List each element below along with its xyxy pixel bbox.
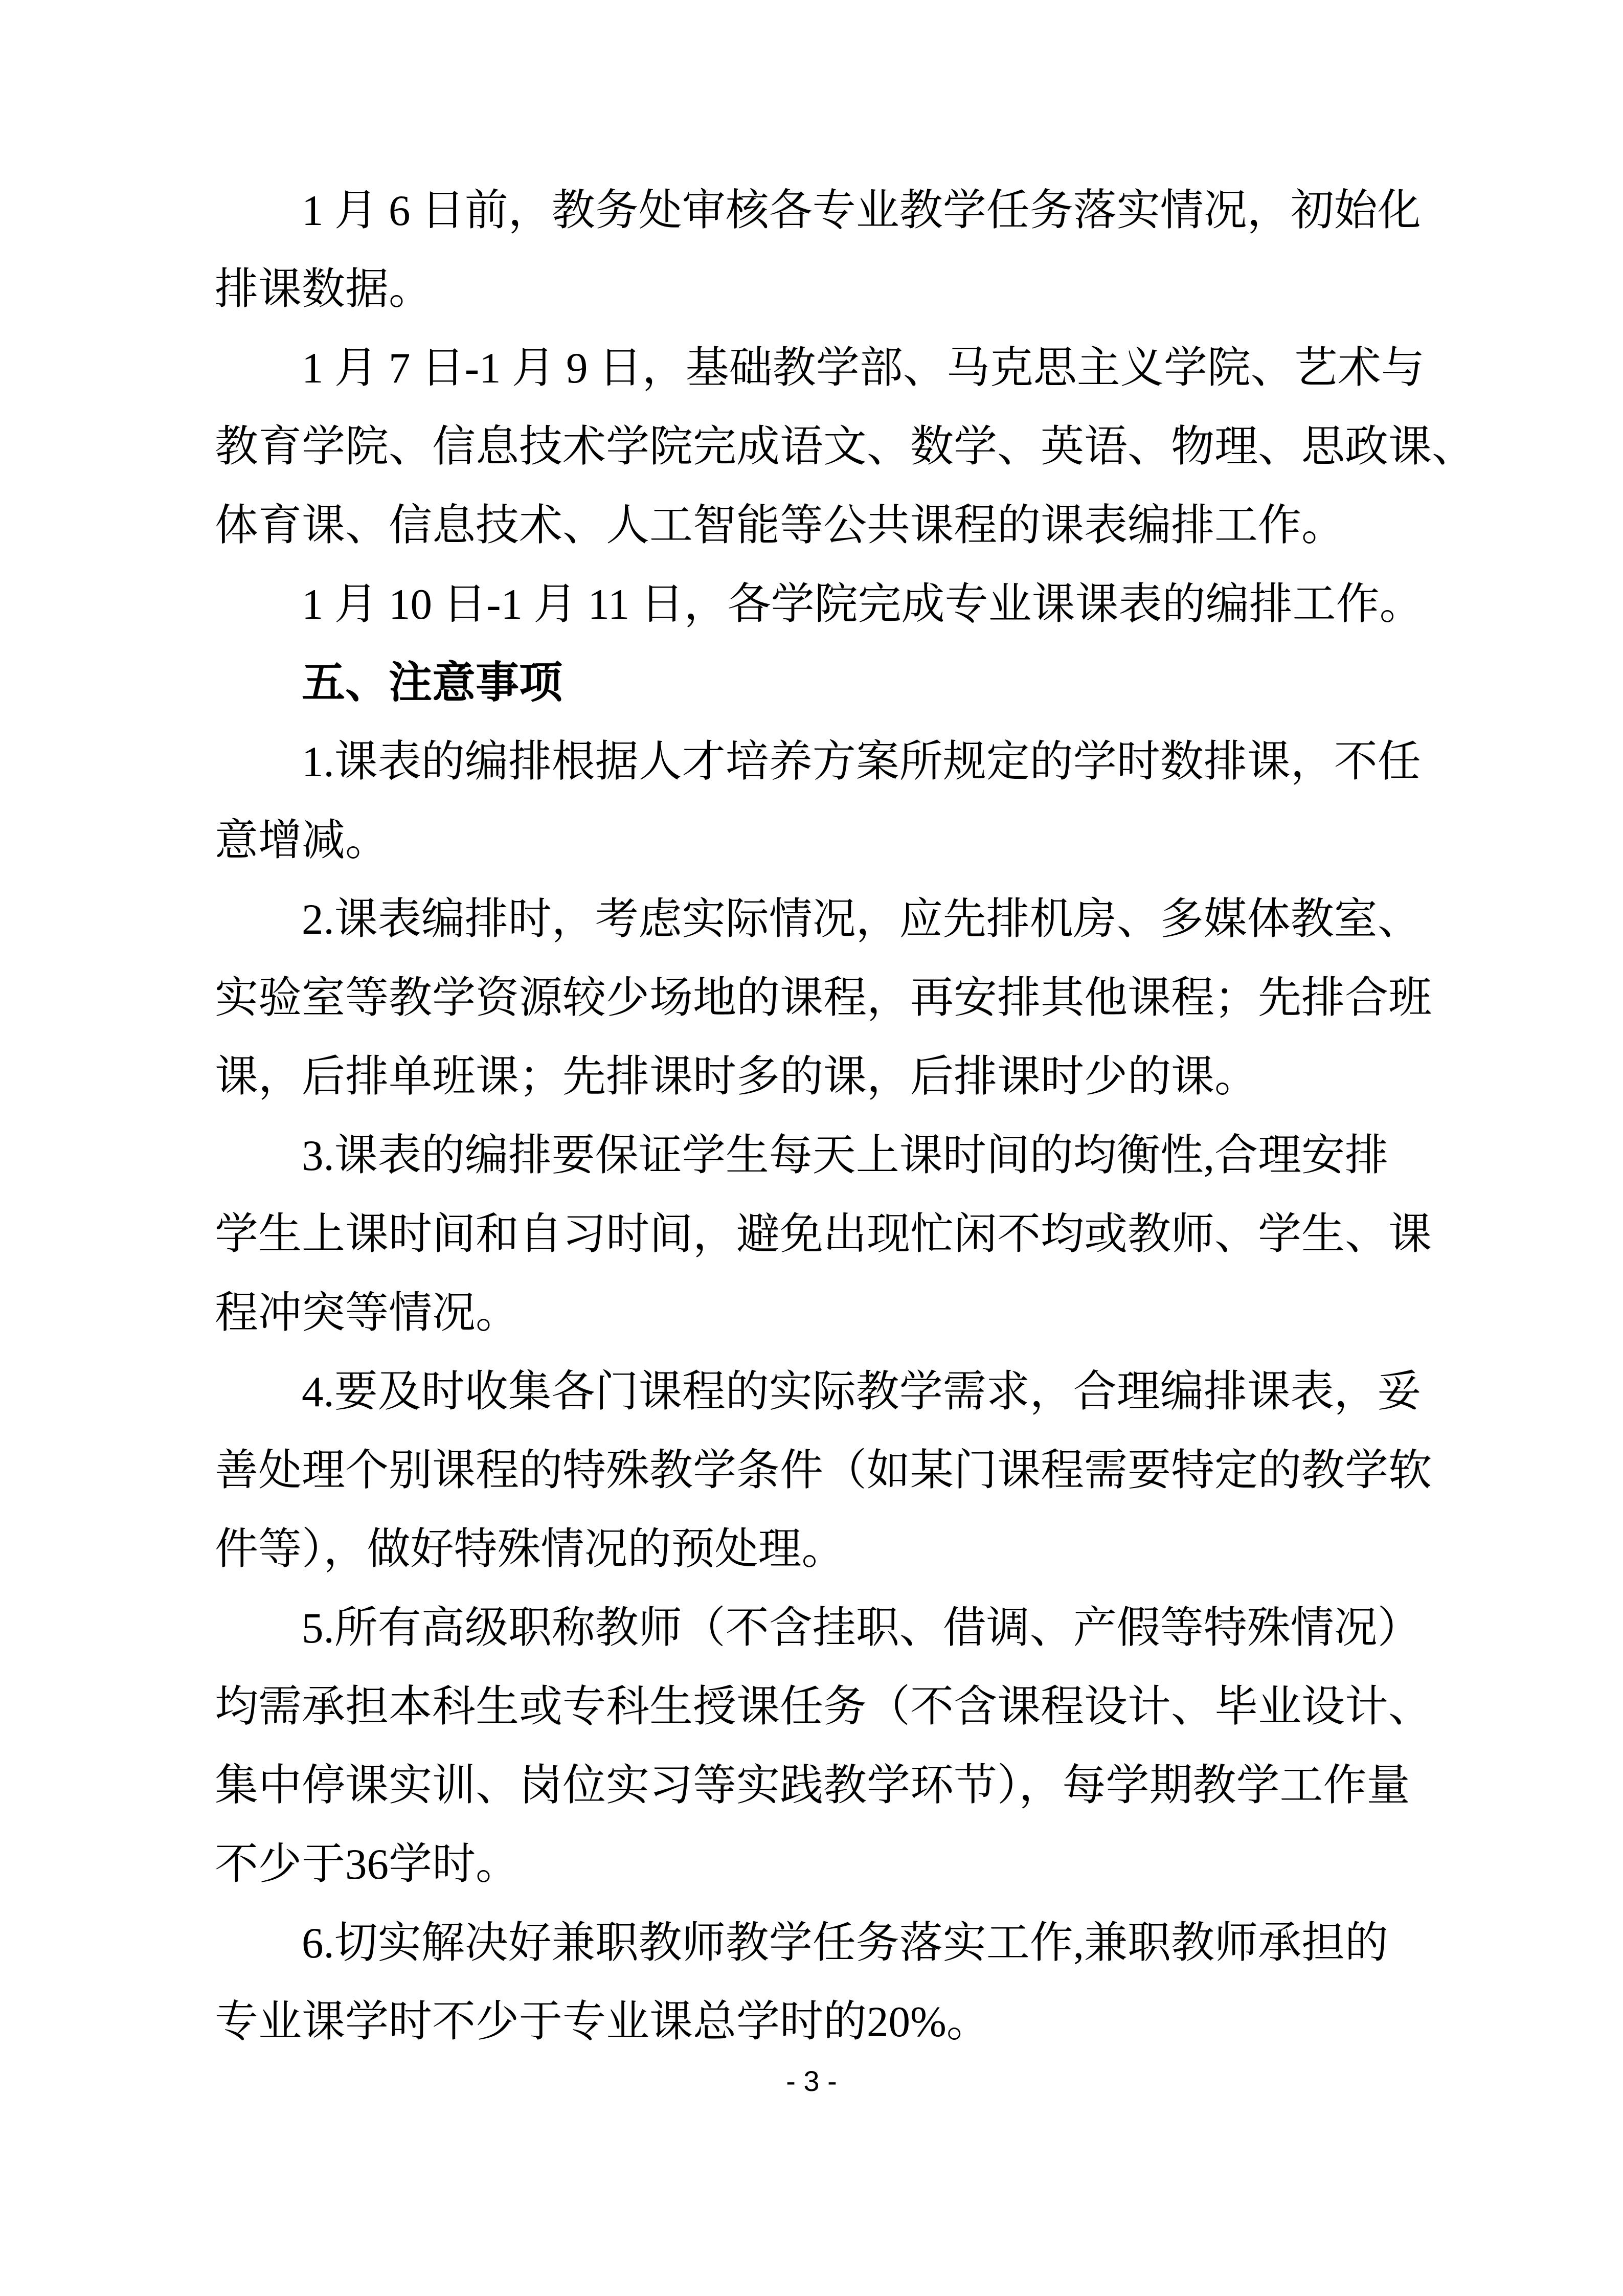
text-line: 4.要及时收集各门课程的实际教学需求，合理编排课表，妥 [302,1368,1421,1416]
text-line: 1 月 6 日前，教务处审核各专业教学任务落实情况，初始化 [302,187,1421,235]
text-line: 件等），做好特殊情况的预处理。 [215,1525,845,1573]
text-line: 1 月 10 日-1 月 11 日，各学院完成专业课课表的编排工作。 [302,580,1423,628]
text-line: 集中停课实训、岗位实习等实践教学环节），每学期教学工作量 [215,1762,1410,1810]
text-line: 均需承担本科生或专科生授课任务（不含课程设计、毕业设计、 [215,1683,1432,1731]
text-line: 5.所有高级职称教师（不含挂职、借调、产假等特殊情况） [302,1604,1421,1652]
section-heading: 五、注意事项 [302,659,563,707]
text-line: 程冲突等情况。 [215,1289,520,1337]
document-body [215,171,1493,2061]
text-line: 1.课表的编排根据人才培养方案所规定的学时数排课，不任 [302,738,1421,786]
page-number-label: - 3 - [786,2065,837,2097]
text-line: 善处理个别课程的特殊教学条件（如某门课程需要特定的教学软 [215,1447,1432,1495]
text-line: 专业课学时不少于专业课总学时的20%。 [215,1998,990,2046]
text-line: 体育课、信息技术、人工智能等公共课程的课表编排工作。 [215,502,1345,550]
text-line: 3.课表的编排要保证学生每天上课时间的均衡性,合理安排 [302,1132,1389,1180]
text-line: 1 月 7 日-1 月 9 日，基础教学部、马克思主义学院、艺术与 [302,344,1425,392]
text-line: 意增减。 [215,817,389,865]
text-line: 不少于36学时。 [215,1840,520,1888]
text-line: 实验室等教学资源较少场地的课程，再安排其他课程；先排合班 [215,974,1432,1022]
text-line: 课，后排单班课；先排课时多的课，后排课时少的课。 [215,1053,1258,1101]
text-line: 2.课表编排时，考虑实际情况，应先排机房、多媒体教室、 [302,895,1421,943]
text-line: 教育学院、信息技术学院完成语文、数学、英语、物理、思政课、 [215,423,1476,471]
text-line: 6.切实解决好兼职教师教学任务落实工作,兼职教师承担的 [302,1919,1389,1967]
text-line: 学生上课时间和自习时间，避免出现忙闲不均或教师、学生、课 [215,1210,1432,1258]
text-line: 排课数据。 [215,265,433,313]
